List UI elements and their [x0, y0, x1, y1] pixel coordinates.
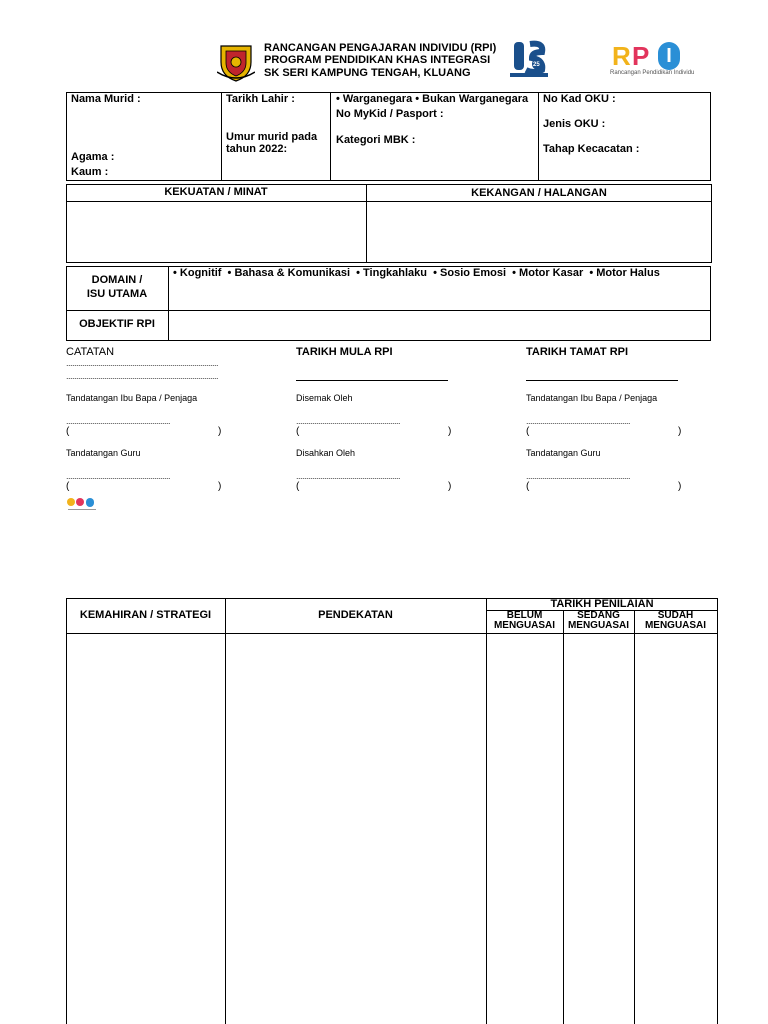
integration-program-logo	[508, 40, 550, 80]
col-sudah-line1: SUDAH	[657, 610, 694, 621]
field-umur-line1[interactable]: Umur murid pada	[226, 131, 318, 143]
disemak-dotted-line[interactable]: ....................................................	[296, 416, 401, 426]
label-tarikh-tamat-rpi: TARIKH TAMAT RPI	[526, 346, 629, 358]
disemak-paren-close: )	[448, 426, 452, 437]
col-belum-line2: MENGUASAI	[493, 620, 556, 631]
field-mykid[interactable]: No MyKid / Pasport :	[336, 108, 444, 120]
label-isu-utama: ISU UTAMA	[86, 288, 148, 300]
disahkan-paren-close: )	[448, 481, 452, 492]
label-sig-parent: Tandatangan Ibu Bapa / Penjaga	[66, 393, 198, 403]
label-disemak-oleh: Disemak Oleh	[296, 393, 353, 403]
disahkan-dotted-line[interactable]: ....................................................	[296, 471, 401, 481]
catatan-dotted-line[interactable]: ............................................................................	[66, 358, 219, 368]
sudah-input-cell[interactable]	[635, 634, 717, 1024]
field-tahap-kecacatan[interactable]: Tahap Kecacatan :	[543, 143, 640, 155]
col-tarikh-penilaian: TARIKH PENILAIAN	[550, 598, 654, 610]
sig-teacher-dotted-line[interactable]: ....................................................	[66, 471, 171, 481]
field-kategori-mbk[interactable]: Kategori MBK :	[336, 134, 416, 146]
label-catatan: CATATAN	[66, 346, 115, 358]
objektif-input-area[interactable]	[169, 311, 710, 340]
label-tarikh-mula-rpi: TARIKH MULA RPI	[296, 346, 393, 358]
field-jenis-oku[interactable]: Jenis OKU :	[543, 118, 606, 130]
student-info-divider	[330, 92, 331, 181]
tarikh-mula-input-line[interactable]	[296, 380, 448, 381]
disahkan-paren-open: (	[296, 481, 300, 492]
col-pendekatan: PENDEKATAN	[318, 609, 393, 621]
sedang-input-cell[interactable]	[564, 634, 634, 1024]
rpi-logo-r: R	[612, 41, 631, 71]
rpi-logo-caption: Rancangan Pendidikan Individu	[610, 70, 695, 76]
integration-logo-badge: 25	[533, 62, 540, 68]
sig-parent-2-paren-open: (	[526, 426, 530, 437]
field-warganegara-options[interactable]: • Warganegara • Bukan Warganegara	[336, 93, 529, 105]
rpi-logo-i: I	[658, 42, 680, 70]
field-agama[interactable]: Agama :	[71, 151, 115, 163]
disemak-paren-open: (	[296, 426, 300, 437]
sig-parent-paren-close: )	[218, 426, 222, 437]
col-sedang-line2: MENGUASAI	[567, 620, 630, 631]
field-nama-murid[interactable]: Nama Murid :	[71, 93, 141, 105]
field-umur-line2: tahun 2022:	[226, 143, 288, 155]
field-tarikh-lahir[interactable]: Tarikh Lahir :	[226, 93, 295, 105]
col-sedang-line1: SEDANG	[577, 610, 620, 621]
sig-parent-paren-open: (	[66, 426, 70, 437]
header-title-line2: PROGRAM PENDIDIKAN KHAS INTEGRASI	[264, 54, 491, 66]
label-sig-parent-2: Tandatangan Ibu Bapa / Penjaga	[526, 393, 658, 403]
label-sig-teacher-2: Tandatangan Guru	[526, 448, 601, 458]
student-info-divider	[221, 92, 222, 181]
header-kekuatan-minat: KEKUATAN / MINAT	[164, 186, 268, 198]
kemahiran-input-cell[interactable]	[67, 634, 225, 1024]
rpi-footer-logo	[66, 496, 100, 512]
skills-right-border	[717, 598, 718, 1024]
col-kemahiran-strategi: KEMAHIRAN / STRATEGI	[79, 609, 212, 621]
label-domain: DOMAIN /	[91, 274, 143, 286]
rpi-logo	[610, 42, 698, 80]
domain-options[interactable]: • Kognitif • Bahasa & Komunikasi • Tingkahlaku • Sosio Emosi • Motor Kasar • Motor Halus	[173, 267, 660, 279]
header-title-line1: RANCANGAN PENGAJARAN INDIVIDU (RPI)	[264, 42, 497, 54]
kekuatan-input-area[interactable]	[67, 202, 365, 262]
belum-input-cell[interactable]	[487, 634, 563, 1024]
label-objektif-rpi: OBJEKTIF RPI	[79, 318, 155, 330]
catatan-dotted-line[interactable]: ............................................................................	[66, 371, 219, 381]
school-crest-logo	[217, 42, 255, 82]
field-no-kad-oku[interactable]: No Kad OKU :	[543, 93, 616, 105]
label-sig-teacher: Tandatangan Guru	[66, 448, 141, 458]
sig-teacher-2-paren-open: (	[526, 481, 530, 492]
tarikh-tamat-input-line[interactable]	[526, 380, 678, 381]
header-kekangan-halangan: KEKANGAN / HALANGAN	[471, 187, 607, 199]
sig-teacher-paren-open: (	[66, 481, 70, 492]
sig-teacher-2-dotted-line[interactable]: ....................................................	[526, 471, 631, 481]
pendekatan-input-cell[interactable]	[226, 634, 486, 1024]
sig-teacher-2-paren-close: )	[678, 481, 682, 492]
field-kaum[interactable]: Kaum :	[71, 166, 109, 178]
sig-teacher-paren-close: )	[218, 481, 222, 492]
kekangan-input-area[interactable]	[367, 202, 711, 262]
student-info-divider	[538, 92, 539, 181]
col-belum-line1: BELUM	[506, 610, 543, 621]
rpi-logo-p: P	[632, 41, 650, 71]
sig-parent-2-paren-close: )	[678, 426, 682, 437]
label-disahkan-oleh: Disahkan Oleh	[296, 448, 356, 458]
col-sudah-line2: MENGUASAI	[644, 620, 707, 631]
header-title-line3: SK SERI KAMPUNG TENGAH, KLUANG	[264, 67, 471, 79]
sig-parent-2-dotted-line[interactable]: ....................................................	[526, 416, 631, 426]
sig-parent-dotted-line[interactable]: ....................................................	[66, 416, 171, 426]
